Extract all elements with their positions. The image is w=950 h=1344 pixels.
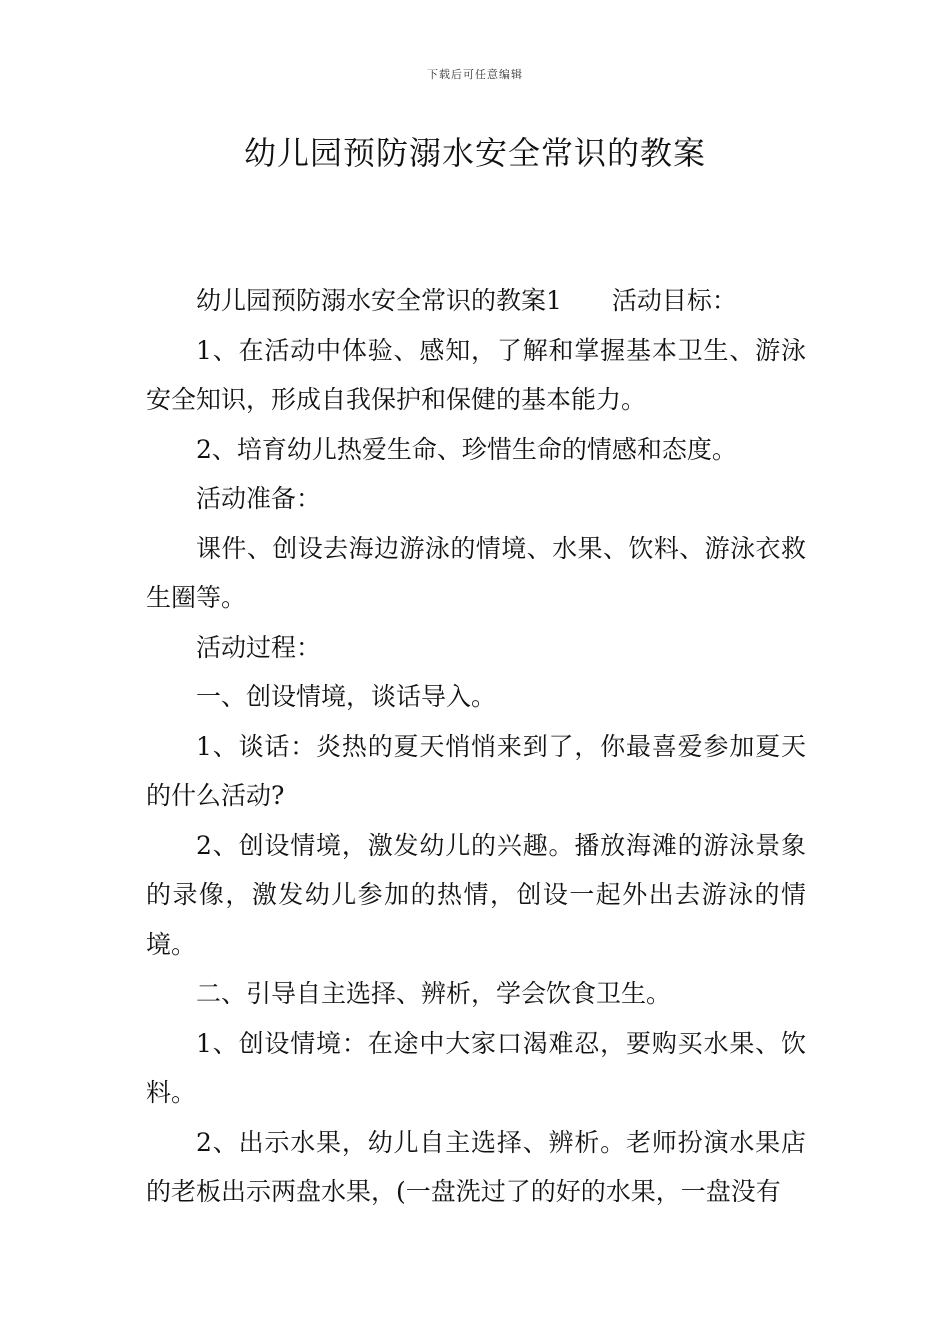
paragraph-step-2-1: 1、创设情境：在途中大家口渴难忍，要购买水果、饮料。 [146,1028,806,1107]
intro-heading: 活动目标： [611,286,737,315]
paragraph-preparation: 课件、创设去海边游泳的情境、水果、饮料、游泳衣救生圈等。 [146,533,806,612]
header-note: 下载后可任意编辑 [427,68,523,81]
paragraph-step-2-2: 2、出示水果，幼儿自主选择、辨析。老师扮演水果店的老板出示两盘水果，(一盘洗过了的好的水果，一盘没有 [146,1127,806,1206]
paragraph-step-1-2: 2、创设情境，激发幼儿的兴趣。播放海滩的游泳景象的录像，激发幼儿参加的热情，创设一起外出去游泳的情境。 [146,830,806,959]
intro-lead: 幼儿园预防溺水安全常识的教案1 [196,286,562,315]
document-title: 幼儿园预防溺水安全常识的教案 [243,134,706,172]
paragraph-step-1: 一、创设情境，谈话导入。 [196,682,497,711]
paragraph-step-2: 二、引导自主选择、辨析，学会饮食卫生。 [196,979,672,1008]
document-body [146,276,806,1217]
paragraph-step-1-1: 1、谈话：炎热的夏天悄悄来到了，你最喜爱参加夏天的什么活动? [146,731,806,810]
intro-paragraph [146,276,806,326]
paragraph-goal-2: 2、培育幼儿热爱生命、珍惜生命的情感和态度。 [196,434,737,464]
paragraph-goal-1: 1、在活动中体验、感知，了解和掌握基本卫生、游泳安全知识，形成自我保护和保健的基本能力。 [146,335,806,414]
section-heading-process: 活动过程： [196,632,322,662]
section-heading-preparation: 活动准备： [196,484,322,513]
